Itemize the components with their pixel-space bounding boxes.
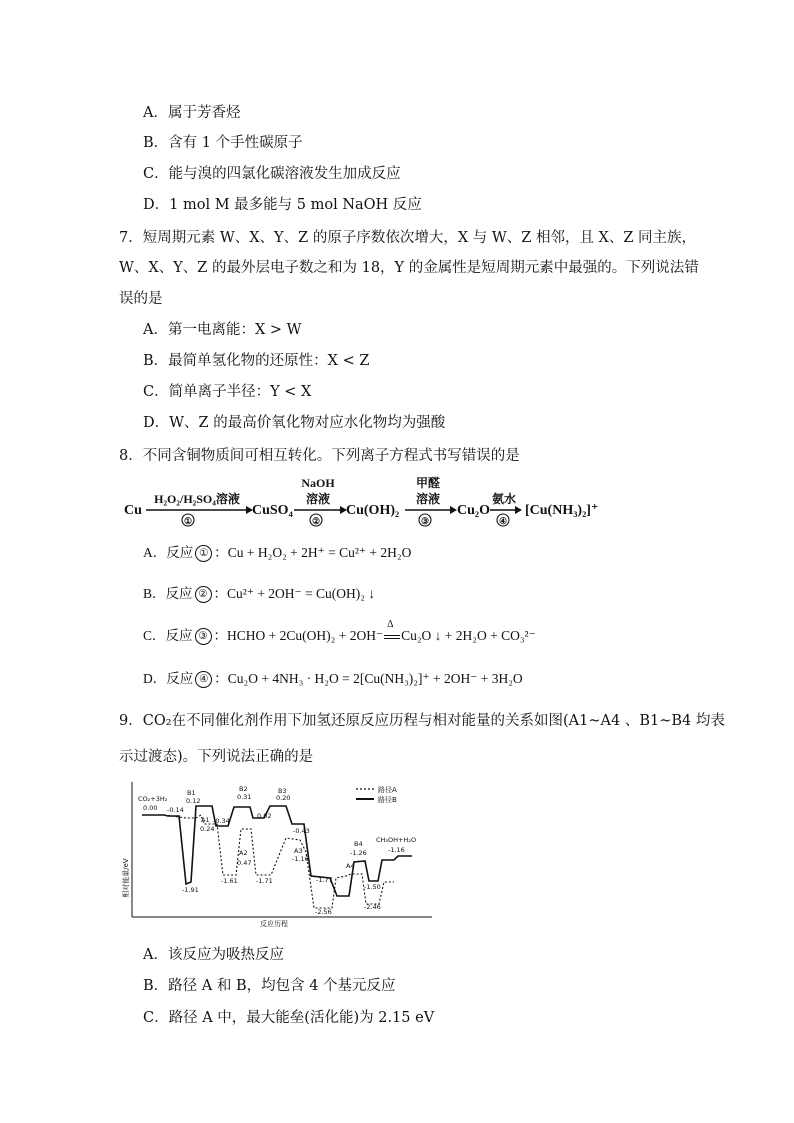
reagent-step-2-line-2: 溶液 — [305, 492, 331, 506]
q7-stem-line-3: 误的是 — [119, 291, 163, 307]
value-neg1-77: -1.77 — [316, 876, 333, 884]
species-cuso4: CuSO₄ — [252, 503, 293, 518]
q9-stem-line-2: 示过渡态)。下列说法正确的是 — [119, 749, 314, 765]
value-neg1-16-end: -1.16 — [388, 846, 405, 854]
value-neg1-50: -1.50 — [364, 883, 381, 891]
value-neg0-43: -0.43 — [293, 827, 310, 835]
x-axis-label: 反应历程 — [260, 920, 288, 928]
ts-a1: A1 — [201, 816, 210, 824]
value-0-02: 0.02 — [257, 812, 272, 820]
q7-option-b: B．最简单氢化物的还原性：X < Z — [143, 353, 370, 369]
legend-path-b: 路径B — [378, 796, 397, 804]
ts-a2: A2 — [239, 849, 248, 857]
ts-a3: A3 — [294, 847, 303, 855]
ts-b2: B2 — [239, 785, 248, 793]
value-neg0-14: -0.14 — [167, 806, 184, 814]
ts-a4: A4 — [346, 862, 355, 870]
value-neg2-56: -2.56 — [315, 908, 332, 916]
q8-option-a: A．反应 ① ：Cu + H₂O₂ + 2H⁺ = Cu²⁺ + 2H₂O — [143, 545, 412, 560]
species-cuoh2: Cu(OH)₂ — [346, 503, 400, 518]
value-0-31: 0.31 — [237, 793, 252, 801]
reagent-step-3-line-1: 甲醛 — [415, 476, 441, 490]
q6-option-b: B．含有 1 个手性碳原子 — [143, 135, 303, 151]
value-neg1-71: -1.71 — [256, 877, 273, 885]
value-neg1-16-a3: -1.16 — [292, 855, 309, 863]
reagent-step-2-line-1: NaOH — [301, 476, 335, 490]
step-4-number: ④ — [498, 516, 508, 526]
q6-option-c: C．能与溴的四氯化碳溶液发生加成反应 — [143, 166, 401, 182]
reagent-step-4: 氨水 — [491, 492, 517, 506]
value-neg1-91: -1.91 — [182, 886, 199, 894]
q7-option-c: C．简单离子半径：Y < X — [143, 384, 312, 400]
copper-conversion-scheme — [122, 474, 602, 526]
q6-option-a: A．属于芳香烃 — [143, 105, 241, 121]
arrowhead-step-4 — [515, 506, 522, 514]
q7-stem-line-2: W、X、Y、Z 的最外层电子数之和为 18，Y 的金属性是短周期元素中最强的。下列说法错 — [119, 260, 699, 276]
value-neg1-26: -1.26 — [350, 849, 367, 857]
end-label: CH₃OH+H₂O — [376, 836, 417, 844]
value-neg1-61: -1.61 — [221, 877, 238, 885]
ts-b1: B1 — [187, 789, 196, 797]
heat-arrow: Δ — [383, 626, 401, 646]
value-0: 0.00 — [143, 804, 158, 812]
q7-option-d: D．W、Z 的最高价氧化物对应水化物均为强酸 — [143, 415, 446, 431]
q7-option-a: A．第一电离能：X > W — [143, 322, 302, 338]
value-0-47: 0.47 — [237, 859, 252, 867]
value-b3-0-20: 0.20 — [276, 794, 291, 802]
q9-option-a: A．该反应为吸热反应 — [143, 947, 284, 963]
q8-option-d: D．反应 ④ ：Cu₂O + 4NH₃ · H₂O = 2[Cu(NH₃)₂]⁺ + 2OH⁻ + 3H₂O — [143, 671, 523, 686]
arrowhead-step-3 — [450, 506, 457, 514]
ts-b3: B3 — [278, 787, 287, 795]
energy-profile-diagram — [124, 778, 436, 928]
step-3-number: ③ — [420, 516, 430, 526]
start-label: CO₂+3H₂ — [138, 795, 168, 803]
q6-option-d: D．1 mol M 最多能与 5 mol NaOH 反应 — [143, 197, 422, 213]
q7-stem-line-1: 7．短周期元素 W、X、Y、Z 的原子序数依次增大，X 与 W、Z 相邻，且 X、Z 同主族， — [119, 230, 697, 246]
value-neg0-34: -0.34 — [213, 817, 230, 825]
value-0-24: 0.24 — [200, 825, 215, 833]
reagent-step-1: H₂O₂/H₂SO₄溶液 — [154, 492, 240, 506]
species-cu-nh3-complex: [Cu(NH₃)₂]⁺ — [525, 503, 599, 518]
q8-option-b: B．反应 ② ：Cu²⁺ + 2OH⁻ = Cu(OH)₂ ↓ — [143, 586, 376, 601]
reagent-step-3-line-2: 溶液 — [415, 492, 441, 506]
value-neg2-46: -2.46 — [364, 903, 381, 911]
species-cu: Cu — [124, 503, 142, 518]
step-1-number: ① — [183, 516, 193, 526]
q8-option-c: C．反应 ③ ：HCHO + 2Cu(OH)₂ + 2OH⁻ Δ Cu₂O ↓ + 2H₂O + CO₃²⁻ — [143, 626, 536, 646]
value-0-12: 0.12 — [186, 797, 201, 805]
q9-option-c: C．路径 A 中，最大能垒(活化能)为 2.15 eV — [143, 1010, 435, 1026]
step-2-number: ② — [311, 516, 321, 526]
q9-option-b: B．路径 A 和 B，均包含 4 个基元反应 — [143, 978, 396, 994]
species-cu2o: Cu₂O — [457, 503, 490, 518]
legend-path-a: 路径A — [378, 786, 397, 794]
y-axis-label: 相对能量/eV — [122, 858, 130, 898]
q8-stem: 8．不同含铜物质间可相互转化。下列离子方程式书写错误的是 — [119, 448, 520, 464]
ts-b4: B4 — [354, 840, 363, 848]
q9-stem-line-1: 9．CO₂在不同催化剂作用下加氢还原反应历程与相对能量的关系如图(A1~A4 、B1~B4 均表 — [119, 713, 725, 729]
